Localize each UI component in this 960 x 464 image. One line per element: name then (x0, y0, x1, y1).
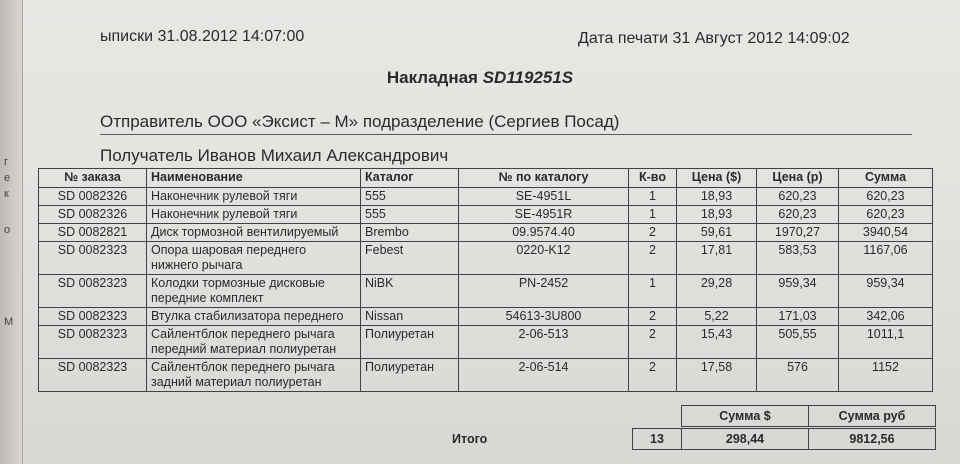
price-rub-cell: 583,53 (757, 242, 839, 275)
sum-usd-label: Сумма $ (681, 405, 809, 427)
name-cell: Втулка стабилизатора переднего (147, 308, 361, 326)
document-title (0, 68, 960, 88)
sum-cell: 959,34 (839, 275, 933, 308)
sender-line: Отправитель ООО «Эксист – М» подразделение (Сергиев Посад) (100, 112, 912, 135)
price-rub-cell: 505,55 (757, 326, 839, 359)
catalog-cell: Brembo (361, 224, 459, 242)
price-rub-cell: 620,23 (757, 206, 839, 224)
qty-cell: 1 (629, 188, 677, 206)
price-usd-cell: 29,28 (677, 275, 757, 308)
sum-cell: 620,23 (839, 206, 933, 224)
catalog-cell: Febest (361, 242, 459, 275)
col-header-price-rub: Цена (р) (757, 169, 839, 188)
price-rub-cell: 576 (757, 359, 839, 392)
order-cell: SD 0082323 (39, 242, 147, 275)
price-rub-cell: 620,23 (757, 188, 839, 206)
part-number-cell: 09.9574.40 (459, 224, 629, 242)
price-usd-cell: 15,43 (677, 326, 757, 359)
qty-cell: 1 (629, 275, 677, 308)
col-header-name: Наименование (147, 169, 361, 188)
price-usd-cell: 17,81 (677, 242, 757, 275)
print-datetime: Дата печати 31 Август 2012 14:09:02 (578, 30, 850, 47)
table-row (39, 359, 933, 392)
col-header-order: № заказа (39, 169, 147, 188)
sum-cell: 3940,54 (839, 224, 933, 242)
catalog-cell: Nissan (361, 308, 459, 326)
part-number-cell: 2-06-514 (459, 359, 629, 392)
name-cell: Колодки тормозные дисковые передние комплект (147, 275, 361, 308)
sum-cell: 1011,1 (839, 326, 933, 359)
table-row (39, 188, 933, 206)
table-header-row (39, 169, 933, 188)
col-header-price-usd: Цена ($) (677, 169, 757, 188)
col-header-part-number: № по каталогу (459, 169, 629, 188)
invoice-table (38, 168, 933, 392)
extract-datetime: ыписки 31.08.2012 14:07:00 (100, 28, 305, 45)
part-number-cell: 0220-K12 (459, 242, 629, 275)
name-cell: Диск тормозной вентилируемый (147, 224, 361, 242)
table-row (39, 275, 933, 308)
sum-rub-label: Сумма руб (808, 405, 936, 427)
price-rub-cell: 959,34 (757, 275, 839, 308)
order-cell: SD 0082326 (39, 188, 147, 206)
price-usd-cell: 5,22 (677, 308, 757, 326)
table-row (39, 242, 933, 275)
price-usd-cell: 18,93 (677, 188, 757, 206)
price-usd-cell: 59,61 (677, 224, 757, 242)
table-row (39, 206, 933, 224)
sum-cell: 342,06 (839, 308, 933, 326)
invoice-number: SD119251S (482, 68, 574, 87)
name-cell: Наконечник рулевой тяги (147, 188, 361, 206)
part-number-cell: SE-4951R (459, 206, 629, 224)
order-cell: SD 0082326 (39, 206, 147, 224)
total-qty: 13 (632, 428, 682, 450)
price-rub-cell: 171,03 (757, 308, 839, 326)
col-header-catalog: Каталог (361, 169, 459, 188)
order-cell: SD 0082323 (39, 359, 147, 392)
margin-letter: о (4, 224, 11, 236)
table-row (39, 308, 933, 326)
col-header-qty: К-во (629, 169, 677, 188)
order-cell: SD 0082323 (39, 308, 147, 326)
sum-cell: 1152 (839, 359, 933, 392)
name-cell: Сайлентблок переднего рычага передний материал полиуретан (147, 326, 361, 359)
qty-cell: 2 (629, 308, 677, 326)
catalog-cell: 555 (361, 206, 459, 224)
table-row (39, 326, 933, 359)
title-label: Накладная (386, 68, 478, 87)
table-row (39, 224, 933, 242)
price-rub-cell: 1970,27 (757, 224, 839, 242)
recipient-line: Получатель Иванов Михаил Александрович (100, 146, 912, 169)
part-number-cell: 2-06-513 (459, 326, 629, 359)
price-usd-cell: 18,93 (677, 206, 757, 224)
qty-cell: 2 (629, 359, 677, 392)
part-number-cell: 54613-3U800 (459, 308, 629, 326)
qty-cell: 1 (629, 206, 677, 224)
total-rub: 9812,56 (808, 428, 936, 450)
order-cell: SD 0082323 (39, 326, 147, 359)
name-cell: Опора шаровая переднего нижнего рычага (147, 242, 361, 275)
total-usd: 298,44 (681, 428, 809, 450)
margin-letter: М (4, 316, 14, 328)
sum-cell: 1167,06 (839, 242, 933, 275)
catalog-cell: Полиуретан (361, 359, 459, 392)
catalog-cell: 555 (361, 188, 459, 206)
col-header-sum: Сумма (839, 169, 933, 188)
catalog-cell: Полиуретан (361, 326, 459, 359)
catalog-cell: NiBK (361, 275, 459, 308)
name-cell: Наконечник рулевой тяги (147, 206, 361, 224)
qty-cell: 2 (629, 326, 677, 359)
order-cell: SD 0082821 (39, 224, 147, 242)
qty-cell: 2 (629, 224, 677, 242)
qty-cell: 2 (629, 242, 677, 275)
sum-cell: 620,23 (839, 188, 933, 206)
total-label: Итого (452, 432, 488, 446)
margin-letter: е (4, 172, 11, 184)
price-usd-cell: 17,58 (677, 359, 757, 392)
part-number-cell: PN-2452 (459, 275, 629, 308)
order-cell: SD 0082323 (39, 275, 147, 308)
name-cell: Сайлентблок переднего рычага задний материал полиуретан (147, 359, 361, 392)
margin-letter: к (4, 188, 9, 200)
margin-letter: г (4, 156, 9, 168)
part-number-cell: SE-4951L (459, 188, 629, 206)
